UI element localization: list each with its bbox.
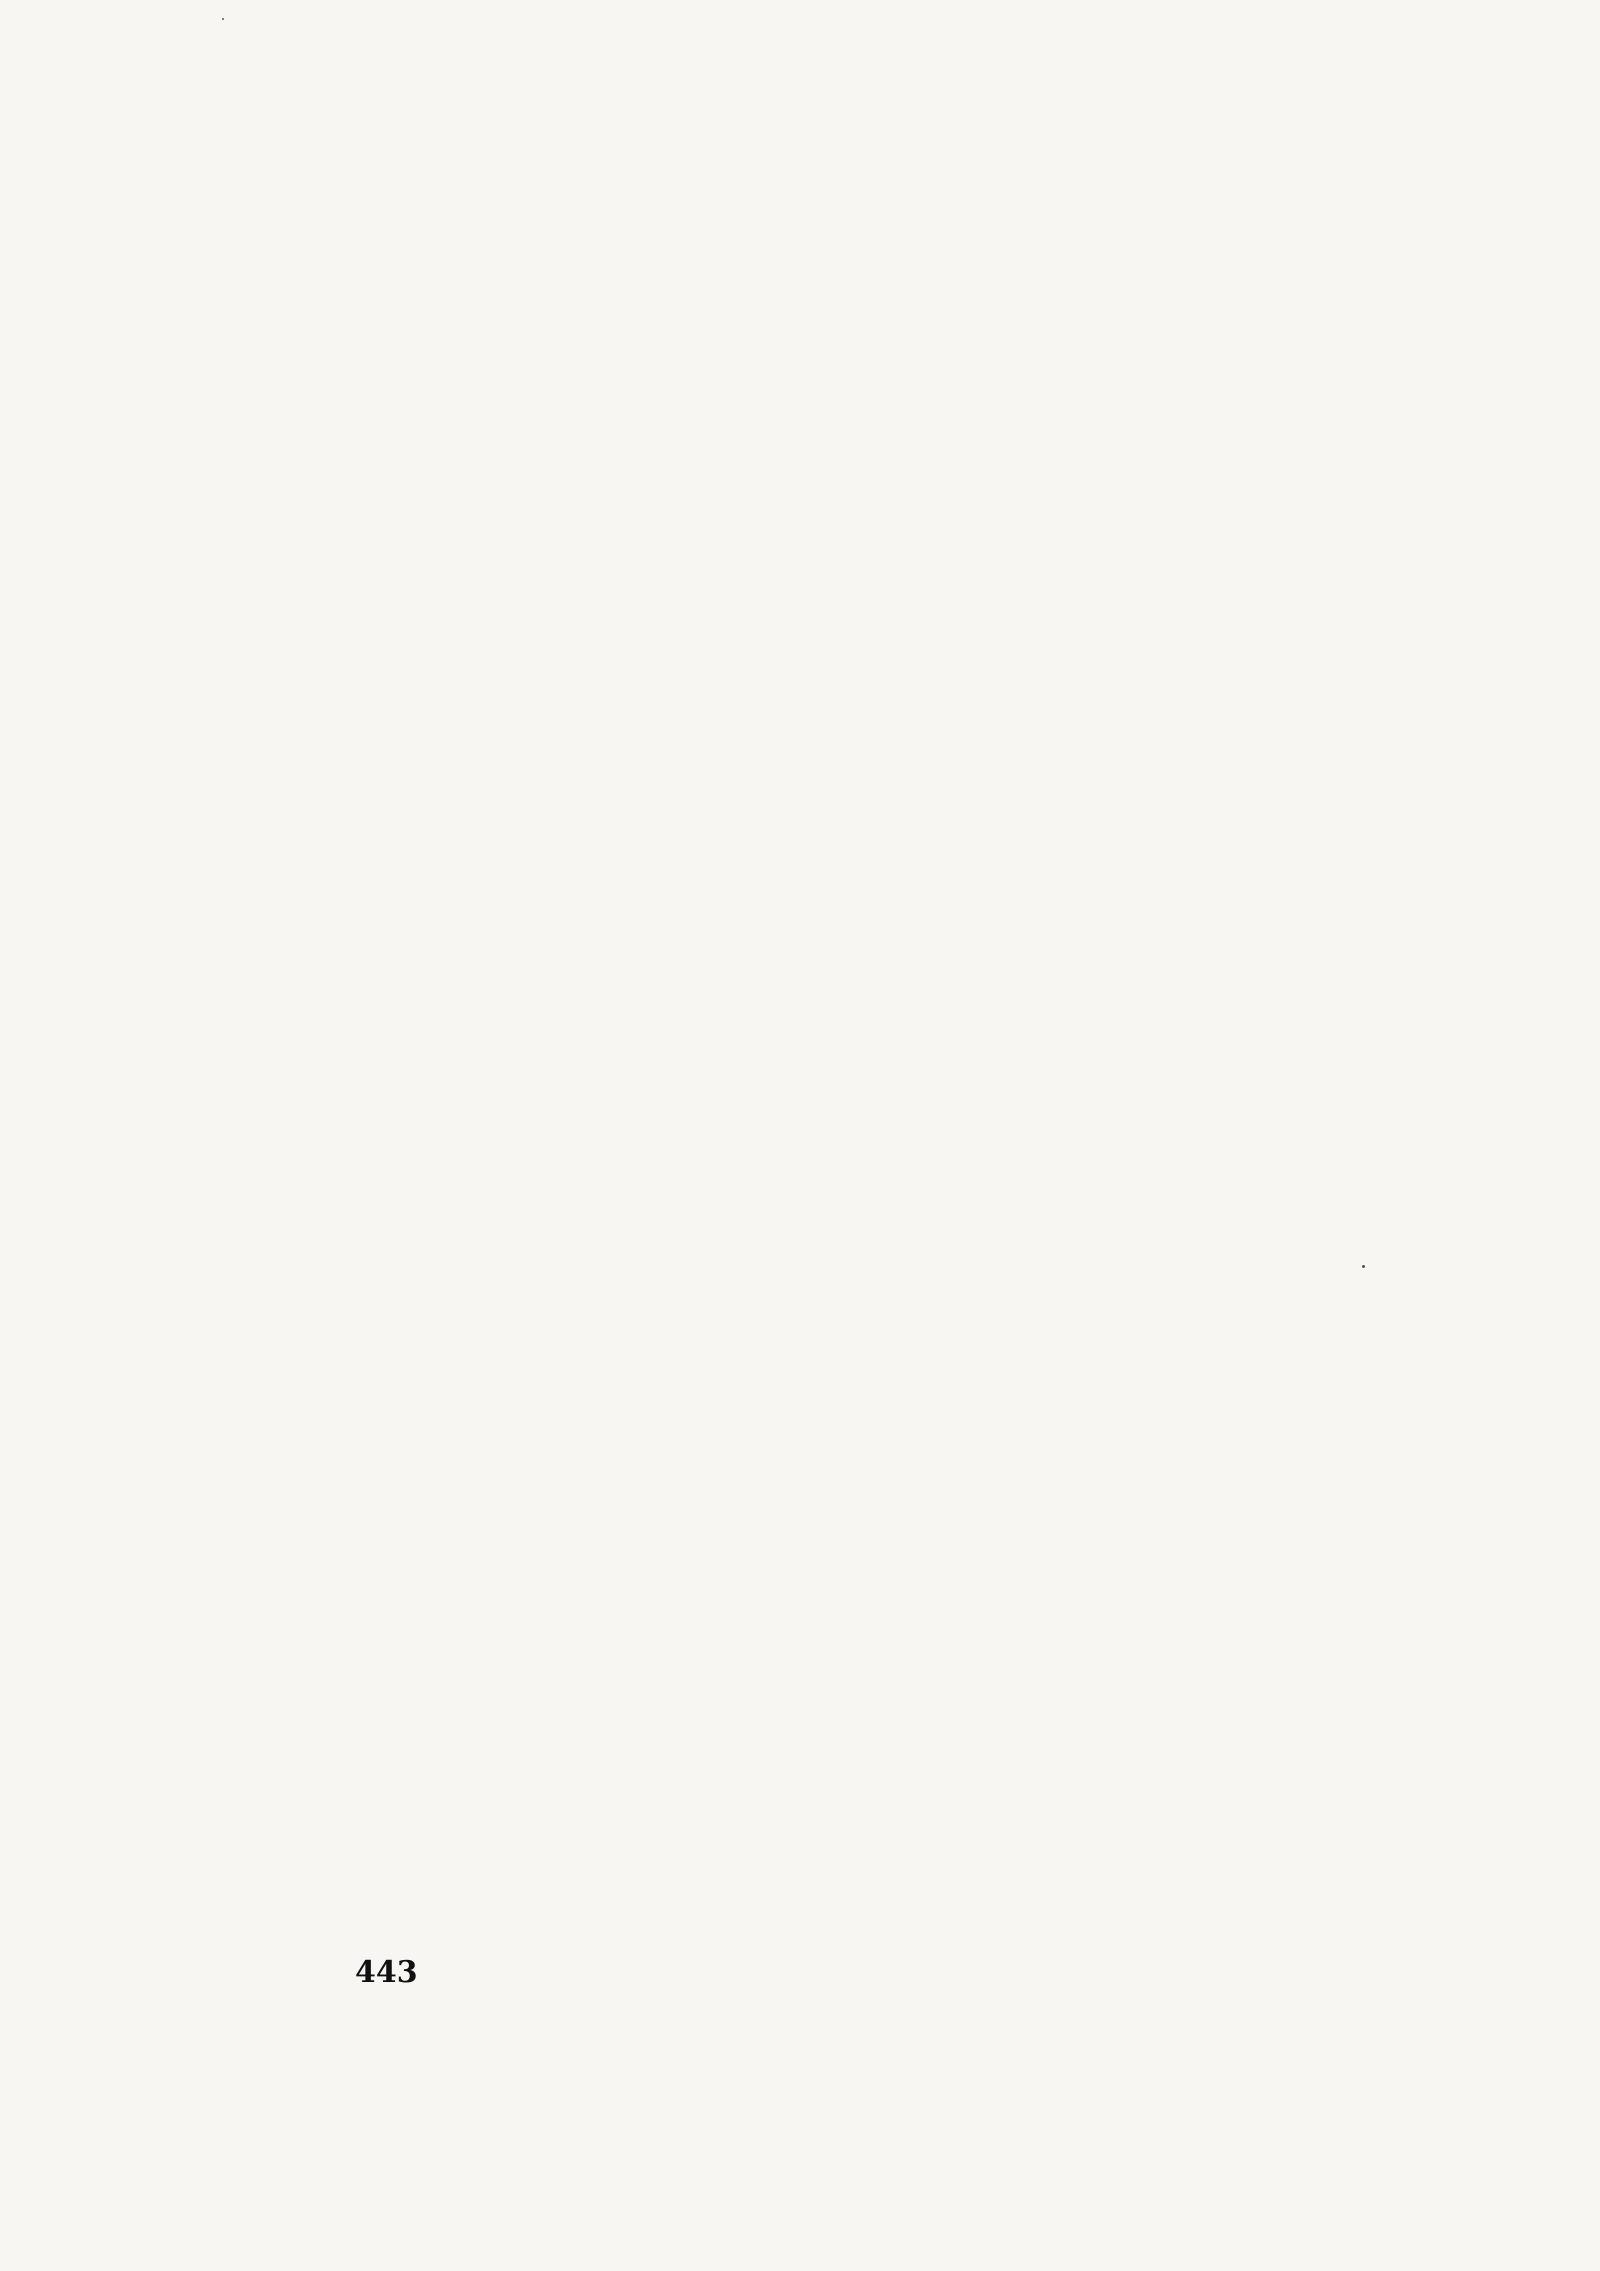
text-line [355, 1295, 1365, 1339]
text-line [355, 503, 1365, 547]
text-line [355, 1163, 1365, 1207]
text-line [355, 547, 1365, 591]
scan-speck [1362, 1265, 1365, 1268]
text-line [355, 679, 1365, 723]
text-line [355, 1339, 1365, 1383]
text-line [355, 987, 1365, 1031]
text-line [355, 1471, 1365, 1515]
text-line [355, 1515, 1365, 1559]
text-line [355, 415, 1365, 459]
text-line [355, 1031, 1365, 1075]
text-line [355, 1251, 1365, 1295]
body-text [355, 195, 1365, 1603]
text-line [355, 195, 1365, 239]
paragraph-3 [355, 1031, 1365, 1603]
paragraph-2 [355, 327, 1365, 1031]
text-line [355, 899, 1365, 943]
text-line [355, 1207, 1365, 1251]
text-line [355, 767, 1365, 811]
page-number: 443 [355, 1955, 418, 1990]
text-line [355, 371, 1365, 415]
text-line [355, 943, 1365, 987]
text-line [355, 283, 1365, 327]
paragraph-1 [355, 195, 1365, 327]
text-line [355, 1383, 1365, 1427]
text-line [355, 327, 1365, 371]
text-line [355, 459, 1365, 503]
text-line [355, 1559, 1365, 1603]
text-line [355, 239, 1365, 283]
text-line [355, 1427, 1365, 1471]
text-line [355, 723, 1365, 767]
text-line [355, 811, 1365, 855]
scan-speck [222, 18, 224, 20]
text-line [355, 855, 1365, 899]
text-line [355, 635, 1365, 679]
text-line [355, 1119, 1365, 1163]
text-line [355, 591, 1365, 635]
text-line [355, 1075, 1365, 1119]
